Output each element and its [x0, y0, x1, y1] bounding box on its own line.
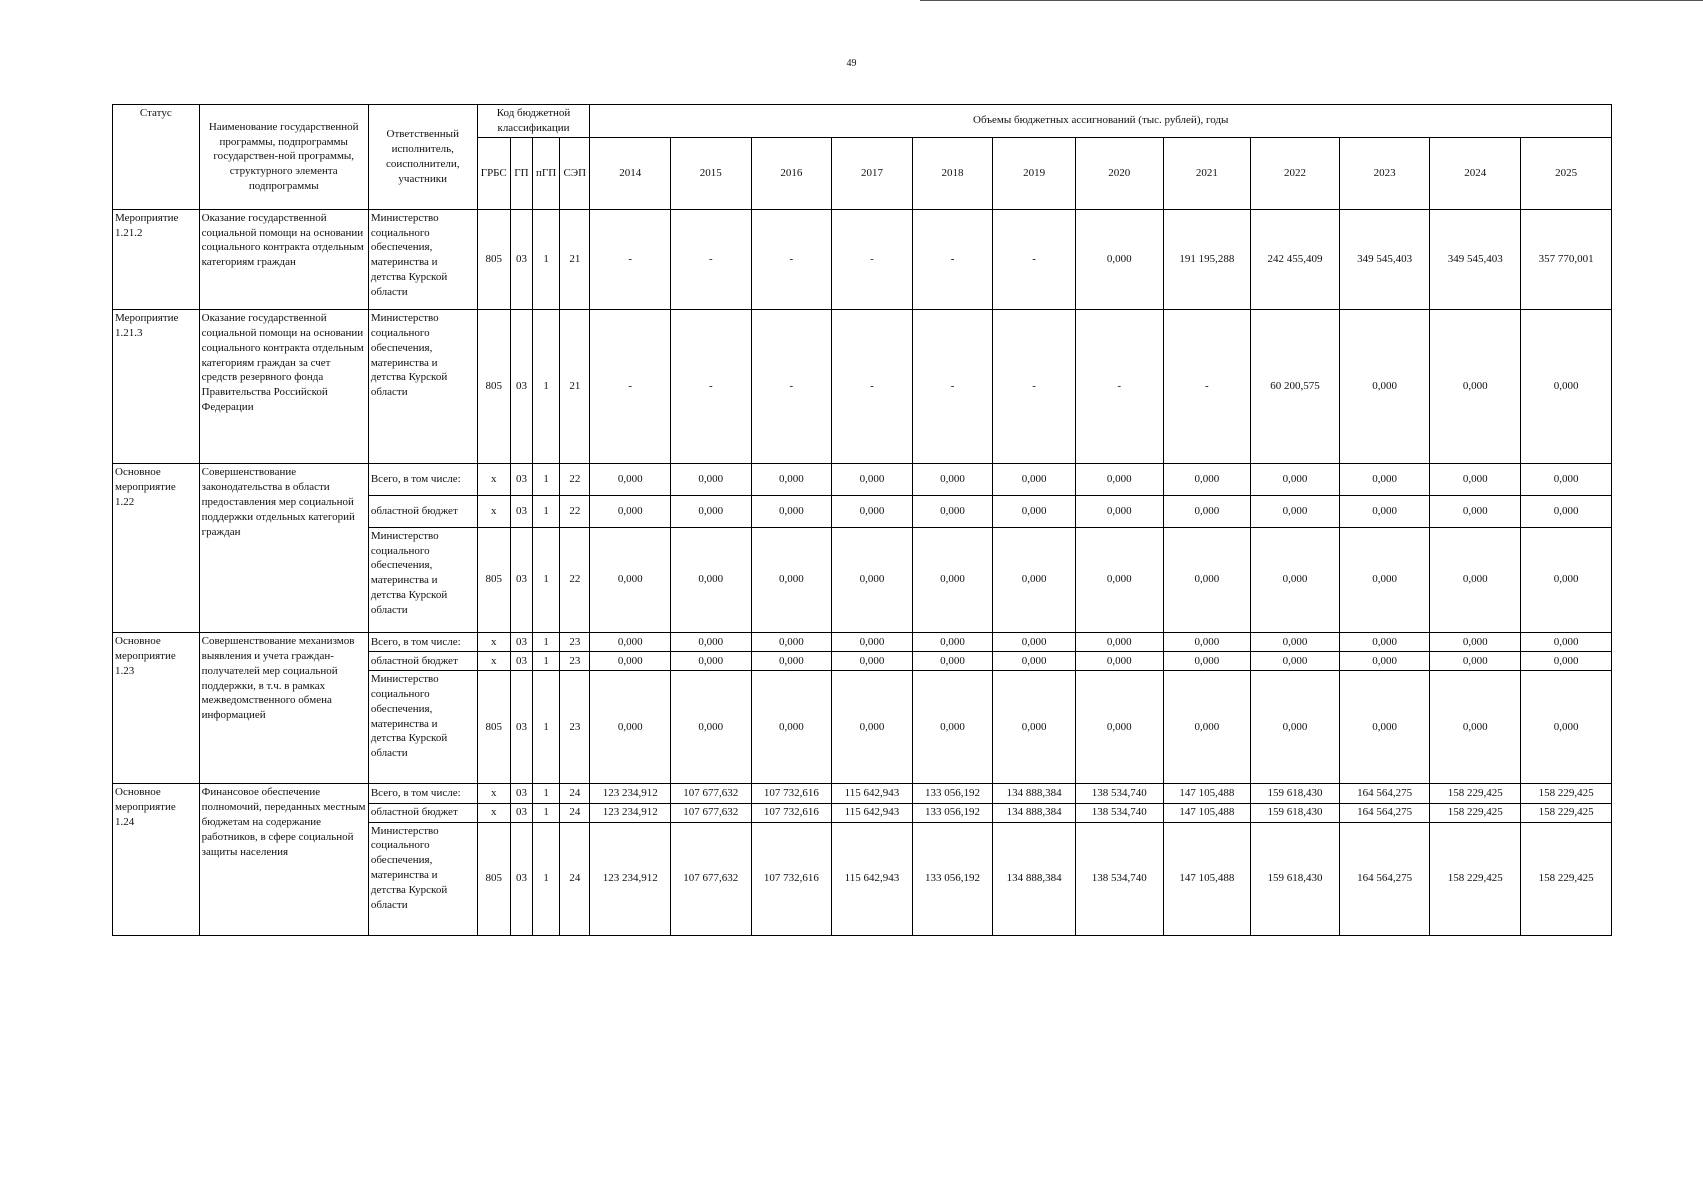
- value-cell: 107 677,632: [671, 803, 752, 822]
- code-cell: x: [477, 652, 510, 671]
- value-cell: 0,000: [1430, 633, 1521, 652]
- code-cell: 21: [560, 310, 590, 464]
- code-cell: 1: [533, 784, 560, 803]
- header-year: 2021: [1163, 137, 1251, 209]
- value-cell: 0,000: [1430, 310, 1521, 464]
- code-cell: 23: [560, 633, 590, 652]
- value-cell: 107 732,616: [751, 822, 832, 935]
- value-cell: 134 888,384: [993, 784, 1076, 803]
- header-year: 2014: [590, 137, 671, 209]
- value-cell: 0,000: [671, 652, 752, 671]
- header-budget-code: Код бюджетной классификации: [477, 105, 590, 138]
- value-cell: 0,000: [1163, 464, 1251, 495]
- value-cell: 0,000: [1430, 671, 1521, 784]
- responsible-cell: областной бюджет: [368, 495, 477, 527]
- value-cell: 0,000: [1521, 527, 1612, 632]
- value-cell: 0,000: [1251, 495, 1340, 527]
- value-cell: 0,000: [912, 633, 993, 652]
- value-cell: -: [912, 209, 993, 309]
- code-cell: 22: [560, 495, 590, 527]
- responsible-cell: Министерство социального обеспечения, материнства и детства Курской области: [368, 527, 477, 632]
- header-year: 2020: [1075, 137, 1163, 209]
- code-cell: 1: [533, 495, 560, 527]
- value-cell: 0,000: [1430, 652, 1521, 671]
- code-cell: 1: [533, 803, 560, 822]
- value-cell: 164 564,275: [1339, 822, 1430, 935]
- value-cell: 0,000: [1339, 527, 1430, 632]
- code-cell: 03: [510, 652, 532, 671]
- header-year: 2018: [912, 137, 993, 209]
- code-cell: 805: [477, 310, 510, 464]
- value-cell: 0,000: [751, 633, 832, 652]
- responsible-cell: Всего, в том числе:: [368, 784, 477, 803]
- name-cell: Оказание государственной социальной помощи на основании социального контракта отдельным категориям граждан за счет средств резервного фонда Правительства Российской Федерации: [199, 310, 368, 464]
- header-year: 2016: [751, 137, 832, 209]
- value-cell: 0,000: [1163, 671, 1251, 784]
- value-cell: 242 455,409: [1251, 209, 1340, 309]
- value-cell: 158 229,425: [1521, 784, 1612, 803]
- value-cell: 0,000: [1075, 652, 1163, 671]
- value-cell: 159 618,430: [1251, 784, 1340, 803]
- value-cell: 0,000: [1521, 652, 1612, 671]
- value-cell: 158 229,425: [1430, 803, 1521, 822]
- code-cell: 03: [510, 784, 532, 803]
- table-row: [113, 464, 1612, 495]
- value-cell: 0,000: [1251, 464, 1340, 495]
- value-cell: 0,000: [1075, 671, 1163, 784]
- value-cell: 0,000: [1521, 495, 1612, 527]
- value-cell: 133 056,192: [912, 822, 993, 935]
- value-cell: 107 732,616: [751, 803, 832, 822]
- value-cell: 0,000: [1075, 527, 1163, 632]
- responsible-cell: Всего, в том числе:: [368, 464, 477, 495]
- value-cell: 0,000: [832, 671, 913, 784]
- value-cell: 0,000: [751, 495, 832, 527]
- header-code-gp: ГП: [510, 137, 532, 209]
- page-number: 49: [846, 58, 857, 69]
- value-cell: 0,000: [1430, 527, 1521, 632]
- value-cell: 107 677,632: [671, 822, 752, 935]
- code-cell: 805: [477, 209, 510, 309]
- value-cell: 0,000: [993, 652, 1076, 671]
- header-code-pgp: пГП: [533, 137, 560, 209]
- value-cell: 0,000: [1163, 652, 1251, 671]
- status-cell: Основное мероприятие 1.23: [113, 633, 200, 784]
- value-cell: -: [832, 310, 913, 464]
- value-cell: 158 229,425: [1521, 803, 1612, 822]
- code-cell: 805: [477, 527, 510, 632]
- value-cell: 0,000: [590, 464, 671, 495]
- code-cell: 21: [560, 209, 590, 309]
- value-cell: -: [590, 310, 671, 464]
- budget-table: [112, 104, 1612, 936]
- value-cell: 0,000: [1251, 652, 1340, 671]
- header-volumes: Объемы бюджетных ассигнований (тыс. рублей), годы: [590, 105, 1612, 138]
- value-cell: 0,000: [832, 527, 913, 632]
- value-cell: 0,000: [993, 633, 1076, 652]
- code-cell: 03: [510, 803, 532, 822]
- code-cell: x: [477, 495, 510, 527]
- header-responsible: Ответственный исполнитель, соисполнители, участники: [368, 105, 477, 210]
- value-cell: 0,000: [590, 527, 671, 632]
- value-cell: -: [751, 310, 832, 464]
- responsible-cell: Министерство социального обеспечения, материнства и детства Курской области: [368, 822, 477, 935]
- value-cell: -: [671, 310, 752, 464]
- value-cell: 147 105,488: [1163, 822, 1251, 935]
- value-cell: -: [832, 209, 913, 309]
- header-code-grbs: ГРБС: [477, 137, 510, 209]
- value-cell: 0,000: [671, 495, 752, 527]
- responsible-cell: Министерство социального обеспечения, материнства и детства Курской области: [368, 310, 477, 464]
- header-status: Статус: [113, 105, 200, 210]
- value-cell: 123 234,912: [590, 803, 671, 822]
- code-cell: 805: [477, 671, 510, 784]
- value-cell: 123 234,912: [590, 822, 671, 935]
- name-cell: Оказание государственной социальной помощи на основании социального контракта отдельным категориям граждан: [199, 209, 368, 309]
- code-cell: 24: [560, 784, 590, 803]
- value-cell: -: [993, 310, 1076, 464]
- value-cell: 0,000: [1339, 495, 1430, 527]
- name-cell: Финансовое обеспечение полномочий, переданных местным бюджетам на содержание работников, в сфере социальной защиты населения: [199, 784, 368, 936]
- value-cell: 0,000: [671, 633, 752, 652]
- value-cell: 0,000: [912, 671, 993, 784]
- code-cell: 22: [560, 527, 590, 632]
- responsible-cell: Министерство социального обеспечения, материнства и детства Курской области: [368, 671, 477, 784]
- value-cell: 133 056,192: [912, 803, 993, 822]
- value-cell: 138 534,740: [1075, 822, 1163, 935]
- code-cell: 03: [510, 527, 532, 632]
- value-cell: 0,000: [1163, 633, 1251, 652]
- code-cell: 1: [533, 310, 560, 464]
- code-cell: 23: [560, 652, 590, 671]
- status-cell: Мероприятие 1.21.2: [113, 209, 200, 309]
- code-cell: 03: [510, 495, 532, 527]
- value-cell: -: [751, 209, 832, 309]
- table-row: [113, 784, 1612, 803]
- value-cell: 0,000: [1339, 671, 1430, 784]
- code-cell: 1: [533, 633, 560, 652]
- code-cell: x: [477, 784, 510, 803]
- table-row: [113, 209, 1612, 309]
- header-name: Наименование государственной программы, подпрограммы государствен-ной программы, структурного элемента подпрограммы: [199, 105, 368, 210]
- value-cell: -: [1075, 310, 1163, 464]
- value-cell: -: [993, 209, 1076, 309]
- code-cell: 1: [533, 671, 560, 784]
- code-cell: 805: [477, 822, 510, 935]
- code-cell: 23: [560, 671, 590, 784]
- code-cell: 03: [510, 633, 532, 652]
- value-cell: 0,000: [1521, 464, 1612, 495]
- code-cell: 22: [560, 464, 590, 495]
- value-cell: 0,000: [1339, 633, 1430, 652]
- scan-top-border: [920, 0, 1703, 1]
- value-cell: 159 618,430: [1251, 822, 1340, 935]
- value-cell: 0,000: [1430, 464, 1521, 495]
- header-year: 2022: [1251, 137, 1340, 209]
- value-cell: 147 105,488: [1163, 803, 1251, 822]
- value-cell: -: [1163, 310, 1251, 464]
- value-cell: 349 545,403: [1339, 209, 1430, 309]
- status-cell: Основное мероприятие 1.22: [113, 464, 200, 633]
- value-cell: 0,000: [832, 633, 913, 652]
- status-cell: Основное мероприятие 1.24: [113, 784, 200, 936]
- responsible-cell: Министерство социального обеспечения, материнства и детства Курской области: [368, 209, 477, 309]
- table-row: [113, 633, 1612, 652]
- code-cell: 03: [510, 464, 532, 495]
- value-cell: 357 770,001: [1521, 209, 1612, 309]
- code-cell: 1: [533, 209, 560, 309]
- value-cell: -: [912, 310, 993, 464]
- value-cell: 0,000: [751, 671, 832, 784]
- value-cell: 164 564,275: [1339, 784, 1430, 803]
- value-cell: 115 642,943: [832, 784, 913, 803]
- code-cell: 1: [533, 464, 560, 495]
- value-cell: 134 888,384: [993, 803, 1076, 822]
- value-cell: 0,000: [1163, 495, 1251, 527]
- value-cell: 158 229,425: [1430, 822, 1521, 935]
- code-cell: x: [477, 464, 510, 495]
- value-cell: 0,000: [751, 464, 832, 495]
- value-cell: 138 534,740: [1075, 784, 1163, 803]
- value-cell: 0,000: [671, 527, 752, 632]
- value-cell: 0,000: [1521, 633, 1612, 652]
- value-cell: 0,000: [1251, 527, 1340, 632]
- value-cell: 0,000: [832, 495, 913, 527]
- responsible-cell: Всего, в том числе:: [368, 633, 477, 652]
- value-cell: 0,000: [1251, 671, 1340, 784]
- value-cell: 0,000: [590, 495, 671, 527]
- code-cell: 03: [510, 209, 532, 309]
- header-year: 2015: [671, 137, 752, 209]
- code-cell: 1: [533, 822, 560, 935]
- value-cell: 0,000: [1521, 671, 1612, 784]
- value-cell: 0,000: [1075, 209, 1163, 309]
- value-cell: 0,000: [1521, 310, 1612, 464]
- value-cell: 158 229,425: [1521, 822, 1612, 935]
- value-cell: 0,000: [993, 495, 1076, 527]
- value-cell: 191 195,288: [1163, 209, 1251, 309]
- value-cell: 0,000: [1339, 652, 1430, 671]
- value-cell: 107 732,616: [751, 784, 832, 803]
- value-cell: 349 545,403: [1430, 209, 1521, 309]
- value-cell: 0,000: [590, 652, 671, 671]
- value-cell: -: [590, 209, 671, 309]
- value-cell: 0,000: [832, 464, 913, 495]
- code-cell: 1: [533, 527, 560, 632]
- value-cell: 0,000: [1251, 633, 1340, 652]
- name-cell: Совершенствование механизмов выявления и учета граждан-получателей мер социальной поддержки, в т.ч. в рамках межведомственного обмена информацией: [199, 633, 368, 784]
- header-code-sep: СЭП: [560, 137, 590, 209]
- value-cell: 0,000: [671, 464, 752, 495]
- header-row-1: [113, 105, 1612, 138]
- header-year: 2024: [1430, 137, 1521, 209]
- code-cell: x: [477, 633, 510, 652]
- value-cell: 115 642,943: [832, 822, 913, 935]
- code-cell: 24: [560, 822, 590, 935]
- header-year: 2025: [1521, 137, 1612, 209]
- value-cell: 0,000: [1339, 464, 1430, 495]
- value-cell: 0,000: [671, 671, 752, 784]
- value-cell: 0,000: [912, 652, 993, 671]
- value-cell: 164 564,275: [1339, 803, 1430, 822]
- value-cell: -: [671, 209, 752, 309]
- value-cell: 138 534,740: [1075, 803, 1163, 822]
- value-cell: 0,000: [993, 671, 1076, 784]
- value-cell: 0,000: [751, 652, 832, 671]
- value-cell: 0,000: [912, 527, 993, 632]
- header-year: 2017: [832, 137, 913, 209]
- value-cell: 0,000: [1075, 633, 1163, 652]
- value-cell: 0,000: [832, 652, 913, 671]
- value-cell: 0,000: [912, 464, 993, 495]
- value-cell: 60 200,575: [1251, 310, 1340, 464]
- value-cell: 0,000: [1163, 527, 1251, 632]
- code-cell: 03: [510, 671, 532, 784]
- value-cell: 0,000: [751, 527, 832, 632]
- status-cell: Мероприятие 1.21.3: [113, 310, 200, 464]
- code-cell: 24: [560, 803, 590, 822]
- value-cell: 147 105,488: [1163, 784, 1251, 803]
- header-year: 2019: [993, 137, 1076, 209]
- name-cell: Совершенствование законодательства в области предоставления мер социальной поддержки отдельных категорий граждан: [199, 464, 368, 633]
- responsible-cell: областной бюджет: [368, 803, 477, 822]
- value-cell: 115 642,943: [832, 803, 913, 822]
- value-cell: 0,000: [993, 464, 1076, 495]
- code-cell: 03: [510, 822, 532, 935]
- value-cell: 0,000: [590, 633, 671, 652]
- value-cell: 107 677,632: [671, 784, 752, 803]
- value-cell: 0,000: [590, 671, 671, 784]
- value-cell: 0,000: [1430, 495, 1521, 527]
- table-row: [113, 310, 1612, 464]
- table-body: [113, 209, 1612, 935]
- code-cell: 1: [533, 652, 560, 671]
- value-cell: 158 229,425: [1430, 784, 1521, 803]
- responsible-cell: областной бюджет: [368, 652, 477, 671]
- code-cell: 03: [510, 310, 532, 464]
- value-cell: 134 888,384: [993, 822, 1076, 935]
- value-cell: 0,000: [1075, 495, 1163, 527]
- header-year: 2023: [1339, 137, 1430, 209]
- code-cell: x: [477, 803, 510, 822]
- value-cell: 133 056,192: [912, 784, 993, 803]
- value-cell: 159 618,430: [1251, 803, 1340, 822]
- value-cell: 123 234,912: [590, 784, 671, 803]
- value-cell: 0,000: [1075, 464, 1163, 495]
- value-cell: 0,000: [1339, 310, 1430, 464]
- value-cell: 0,000: [993, 527, 1076, 632]
- value-cell: 0,000: [912, 495, 993, 527]
